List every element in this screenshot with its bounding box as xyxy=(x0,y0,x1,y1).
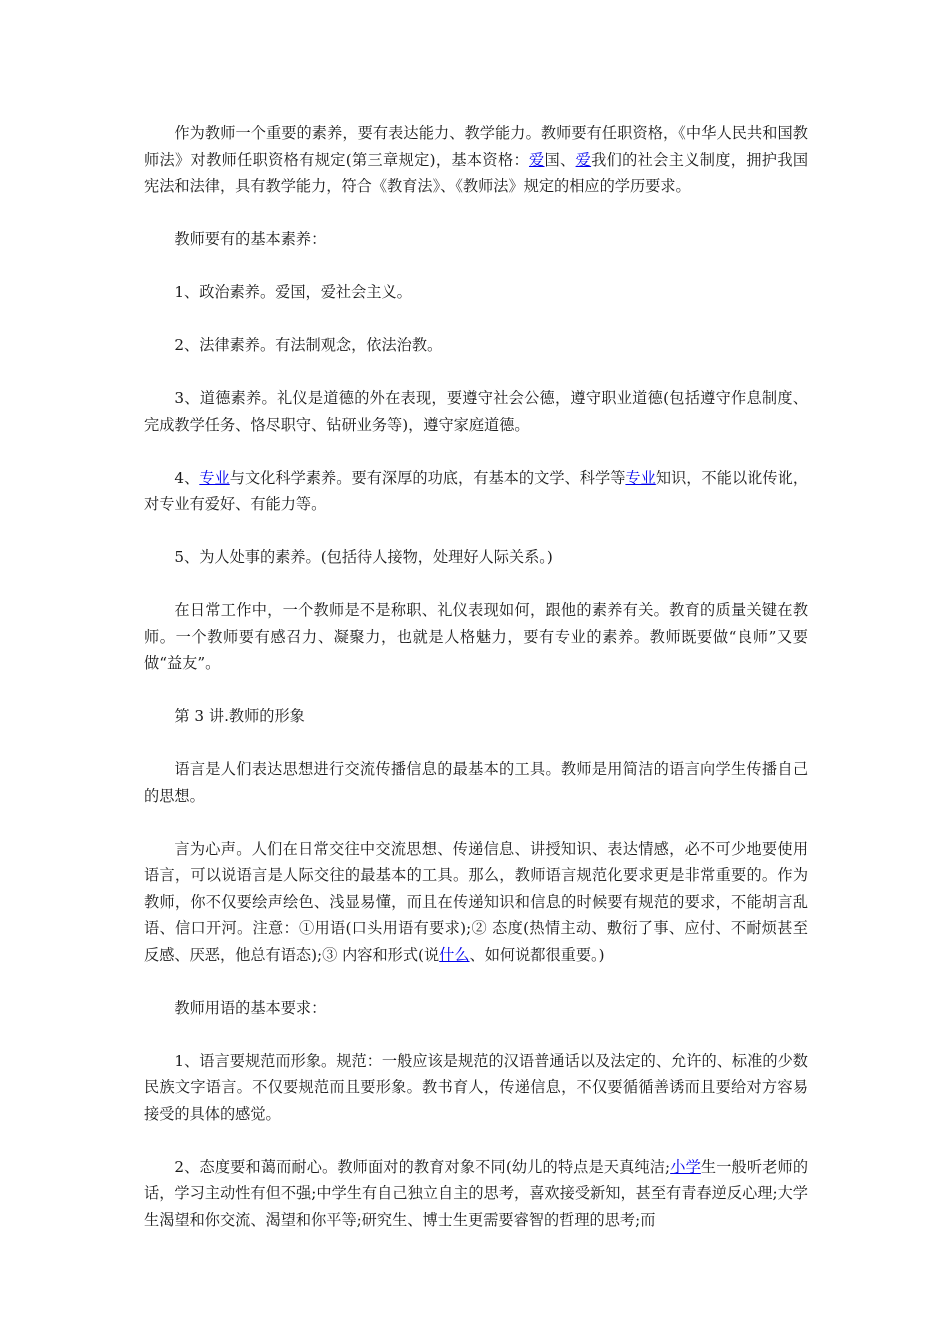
text-run: 生一般听老师的话，学习主动性有但不强;中学生有自己独立自主的思考，喜欢接受新知，甚至有青春逆反心理;大学生渴望和你交流、渴望和你平等;研究生、博士生更需要睿智的哲理的思考;而 xyxy=(144,1157,809,1229)
text-run: 2、法律素养。有法制观念，依法治教。 xyxy=(174,336,443,354)
document-body xyxy=(144,120,808,1260)
paragraph-p2 xyxy=(144,226,808,253)
paragraph-p12 xyxy=(144,995,808,1022)
keyword-link[interactable]: 专业 xyxy=(625,468,656,487)
text-run: 教师要有的基本素养： xyxy=(174,230,327,248)
keyword-link[interactable]: 小学 xyxy=(670,1157,701,1176)
keyword-link[interactable]: 什么 xyxy=(439,945,470,964)
text-run: 3、道德素养。礼仪是道德的外在表现，要遵守社会公德，遵守职业道德(包括遵守作息制度、完成教学任务、恪尽职守、钻研业务等)，遵守家庭道德。 xyxy=(144,389,808,434)
paragraph-p9 xyxy=(144,703,808,730)
paragraph-p4 xyxy=(144,332,808,359)
text-run: 教师用语的基本要求： xyxy=(174,998,327,1017)
text-run: 第 3 讲.教师的形象 xyxy=(174,707,305,725)
paragraph-p14 xyxy=(144,1154,808,1234)
paragraph-p6 xyxy=(144,465,808,518)
text-run: 我们的社会主义制度，拥护我国宪法和法律，具有教学能力，符合《教育法》、《教师法》规定的相应的学历要求。 xyxy=(144,150,809,195)
text-run: 2、态度要和蔼而耐心。教师面对的教育对象不同(幼儿的特点是天真纯洁; xyxy=(174,1157,671,1176)
keyword-link[interactable]: 专业 xyxy=(199,468,230,487)
text-run: 国、 xyxy=(544,150,576,169)
text-run: 5、为人处事的素养。(包括待人接物，处理好人际关系。) xyxy=(174,548,553,566)
text-run: 语言是人们表达思想进行交流传播信息的最基本的工具。教师是用简洁的语言向学生传播自己的思想。 xyxy=(144,760,808,805)
keyword-link[interactable]: 爱 xyxy=(528,150,545,169)
paragraph-p1 xyxy=(144,120,808,200)
text-run: 4、 xyxy=(174,468,200,487)
text-run: 言为心声。人们在日常交往中交流思想、传递信息、讲授知识、表达情感，必不可少地要使用语言，可以说语言是人际交往的最基本的工具。那么，教师语言规范化要求更是非常重要的。作为教师，你不仅要绘声绘色、浅显易懂，而且在传递知识和信息的时候要有规范的要求，不能胡言乱语、信口开河。注意：①用语(口头用语有要求);② 态度(热情主动、敷衍了事、应付、不耐烦甚至反感、厌恶，他总有语态);③ 内容和形式(说 xyxy=(144,839,808,964)
keyword-link[interactable]: 爱 xyxy=(575,150,592,169)
paragraph-p11 xyxy=(144,836,808,969)
paragraph-p8 xyxy=(144,597,808,677)
paragraph-p3 xyxy=(144,279,808,306)
text-run: 与文化科学素养。要有深厚的功底，有基本的文学、科学等 xyxy=(229,468,626,487)
paragraph-p13 xyxy=(144,1048,808,1128)
paragraph-p10 xyxy=(144,756,808,809)
text-run: 知识，不能以讹传讹，对专业有爱好、有能力等。 xyxy=(144,468,809,513)
text-run: 1、语言要规范而形象。规范：一般应该是规范的汉语普通话以及法定的、允许的、标准的少数民族文字语言。不仅要规范而且要形象。教书育人，传递信息，不仅要循循善诱而且要给对方容易接受的具体的感觉。 xyxy=(144,1051,808,1123)
paragraph-p5 xyxy=(144,385,808,438)
text-run: 1、政治素养。爱国，爱社会主义。 xyxy=(174,283,412,301)
paragraph-p7 xyxy=(144,544,808,571)
text-run: 作为教师一个重要的素养，要有表达能力、教学能力。教师要有任职资格，《中华人民共和国教师法》对教师任职资格有规定(第三章规定)，基本资格： xyxy=(144,124,808,169)
text-run: 在日常工作中，一个教师是不是称职、礼仪表现如何，跟他的素养有关。教育的质量关键在教师。一个教师要有感召力、凝聚力，也就是人格魅力，要有专业的素养。教师既要做“良师”又要做“益友”。 xyxy=(144,601,808,672)
text-run: 、如何说都很重要。) xyxy=(469,945,605,964)
